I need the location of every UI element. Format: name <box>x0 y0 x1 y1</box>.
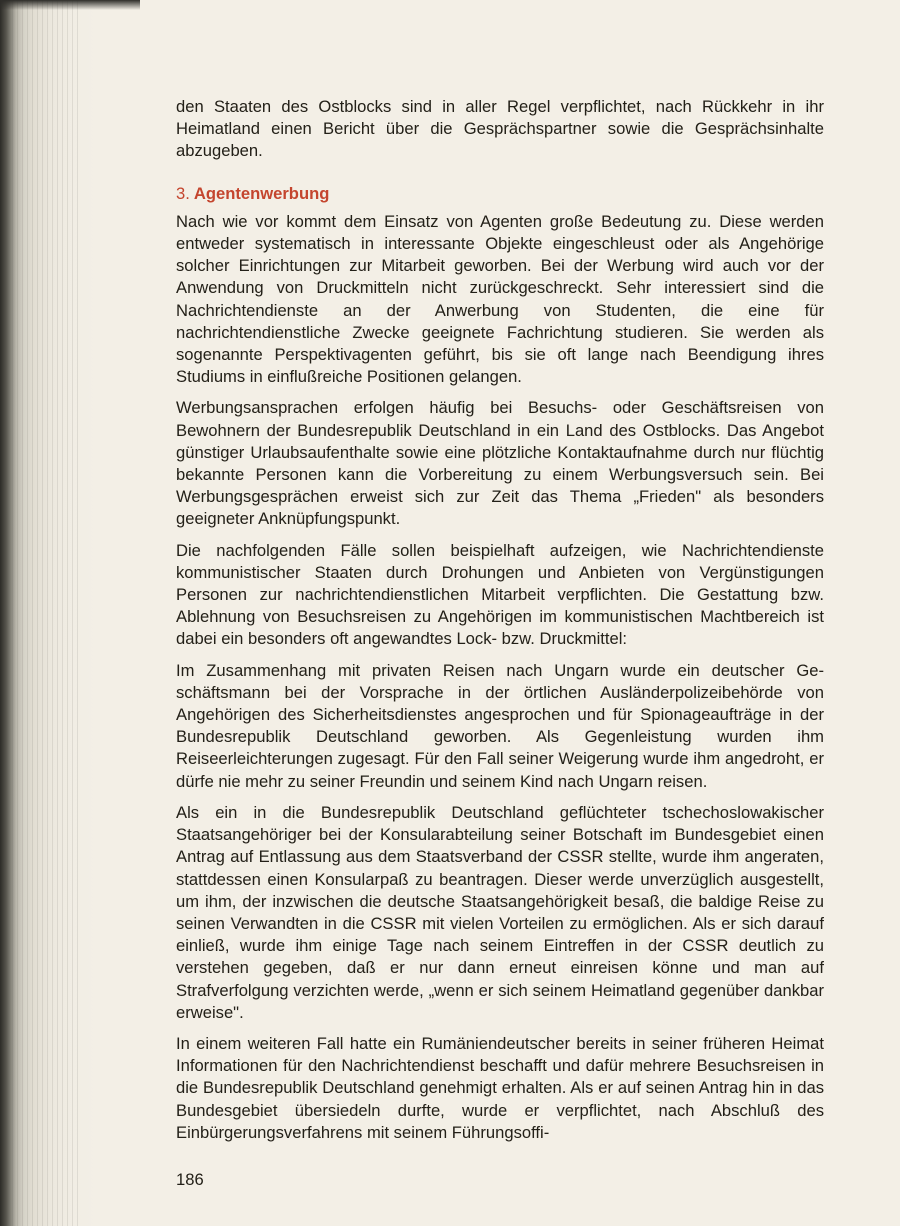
section-number: 3. <box>176 183 190 203</box>
paragraph: Im Zusammenhang mit privaten Reisen nach Ungarn wurde ein deutscher Geschäftsmann bei der Vorsprache in der örtlichen Ausländerpolizeibehörde von Angehörigen des Sicherheitsdienstes angesprochen und für Spionageaufträge in der Bundesrepublik Deutschland geworben. Als Gegenleistung wurden ihm Reiseerleichterungen zugesagt. Für den Fall seiner Weigerung wurde ihm angedroht, er dürfe nie mehr zu seiner Freundin und seinem Kind nach Ungarn reisen. <box>176 660 824 791</box>
section-title: Agentenwerbung <box>193 183 330 203</box>
paragraph: Als ein in die Bundesrepublik Deutschland geflüchteter tschechoslowakischer Staatsangehöriger bei der Konsularabteilung seiner Botschaft im Bundesgebiet einen Antrag auf Entlassung aus dem Staatsverband der CSSR stellte, wurde ihm angeraten, stattdessen einen Konsularpaß zu beantragen. Dieser werde unverzüglich ausgestellt, um ihm, der inzwischen die deutsche Staatsangehörigkeit besaß, die baldige Reise zu seinen Verwandten in die CSSR mit vielen Vorteilen zu ermöglichen. Als er sich darauf einließ, wurde ihm einige Tage nach seinem Eintreffen in der CSSR deutlich zu verstehen gegeben, daß er nur dann erneut einreisen könne und man auf Strafverfolgung verzichten werde, „wenn er sich seinem Heimatland gegenüber dankbar erweise". <box>176 802 824 1022</box>
paragraph: Nach wie vor kommt dem Einsatz von Agenten große Bedeutung zu. Diese werden entweder systematisch in interessante Objekte eingeschleust oder als Angehörige solcher Einrichtungen zur Mitarbeit geworben. Bei der Werbung wird auch vor der Anwendung von Druckmitteln nicht zurückgeschreckt. Sehr interessiert sind die Nachrichtendienste an der Anwerbung von Studenten, die eine für nachrichtendienstliche Zwecke geeignete Fachrichtung studieren. Sie werden als sogenannte Perspektivagenten geführt, bis sie oft lange nach Beendigung ihres Studiums in einflußreiche Positionen gelangen. <box>176 211 824 387</box>
intro-paragraph: den Staaten des Ostblocks sind in aller Regel verpflichtet, nach Rückkehr in ihr Heimatland einen Bericht über die Gesprächspartner sowie die Gesprächsinhalte abzugeben. <box>176 97 824 161</box>
page-stack-edges <box>12 0 82 1226</box>
paragraph: Die nachfolgenden Fälle sollen beispielhaft aufzeigen, wie Nachrichtendienste kommunistischer Staaten durch Drohungen und Anbieten von Vergünstigungen Personen zur nachrichtendienstlichen Mitarbeit verpflichten. Die Gestattung bzw. Ablehnung von Besuchsreisen zu Angehörigen im kommunistischen Machtbereich ist dabei ein besonders oft angewandtes Lock- bzw. Druckmittel: <box>176 540 824 649</box>
page-text-column <box>176 96 824 1153</box>
scan-shadow <box>0 0 140 10</box>
paragraph: In einem weiteren Fall hatte ein Rumäniendeutscher bereits in seiner früheren Heimat Informationen für den Nachrichtendienst beschafft und dafür mehrere Besuchsreisen in die Bundesrepublik Deutschland genehmigt erhalten. Als er auf seinen Antrag hin in das Bundesgebiet übersiedeln durfte, wurde er verpflichtet, nach Abschluß des Einbürgerungsverfahrens mit seinem Führungsoffi- <box>176 1033 824 1142</box>
paragraph: Werbungsansprachen erfolgen häufig bei Besuchs- oder Geschäftsreisen von Bewohnern der Bundesrepublik Deutschland in ein Land des Ostblocks. Das Angebot günstiger Urlaubsaufenthalte sowie eine plötzliche Kontaktaufnahme durch nur flüchtig bekannte Personen kann die Vorbereitung zu einem Werbungsversuch sein. Bei Werbungsgesprächen erweist sich zur Zeit das Thema „Frieden" als besonders geeigneter Anknüpfungspunkt. <box>176 398 824 529</box>
page-number: 186 <box>176 1170 204 1189</box>
section-heading <box>176 183 824 205</box>
